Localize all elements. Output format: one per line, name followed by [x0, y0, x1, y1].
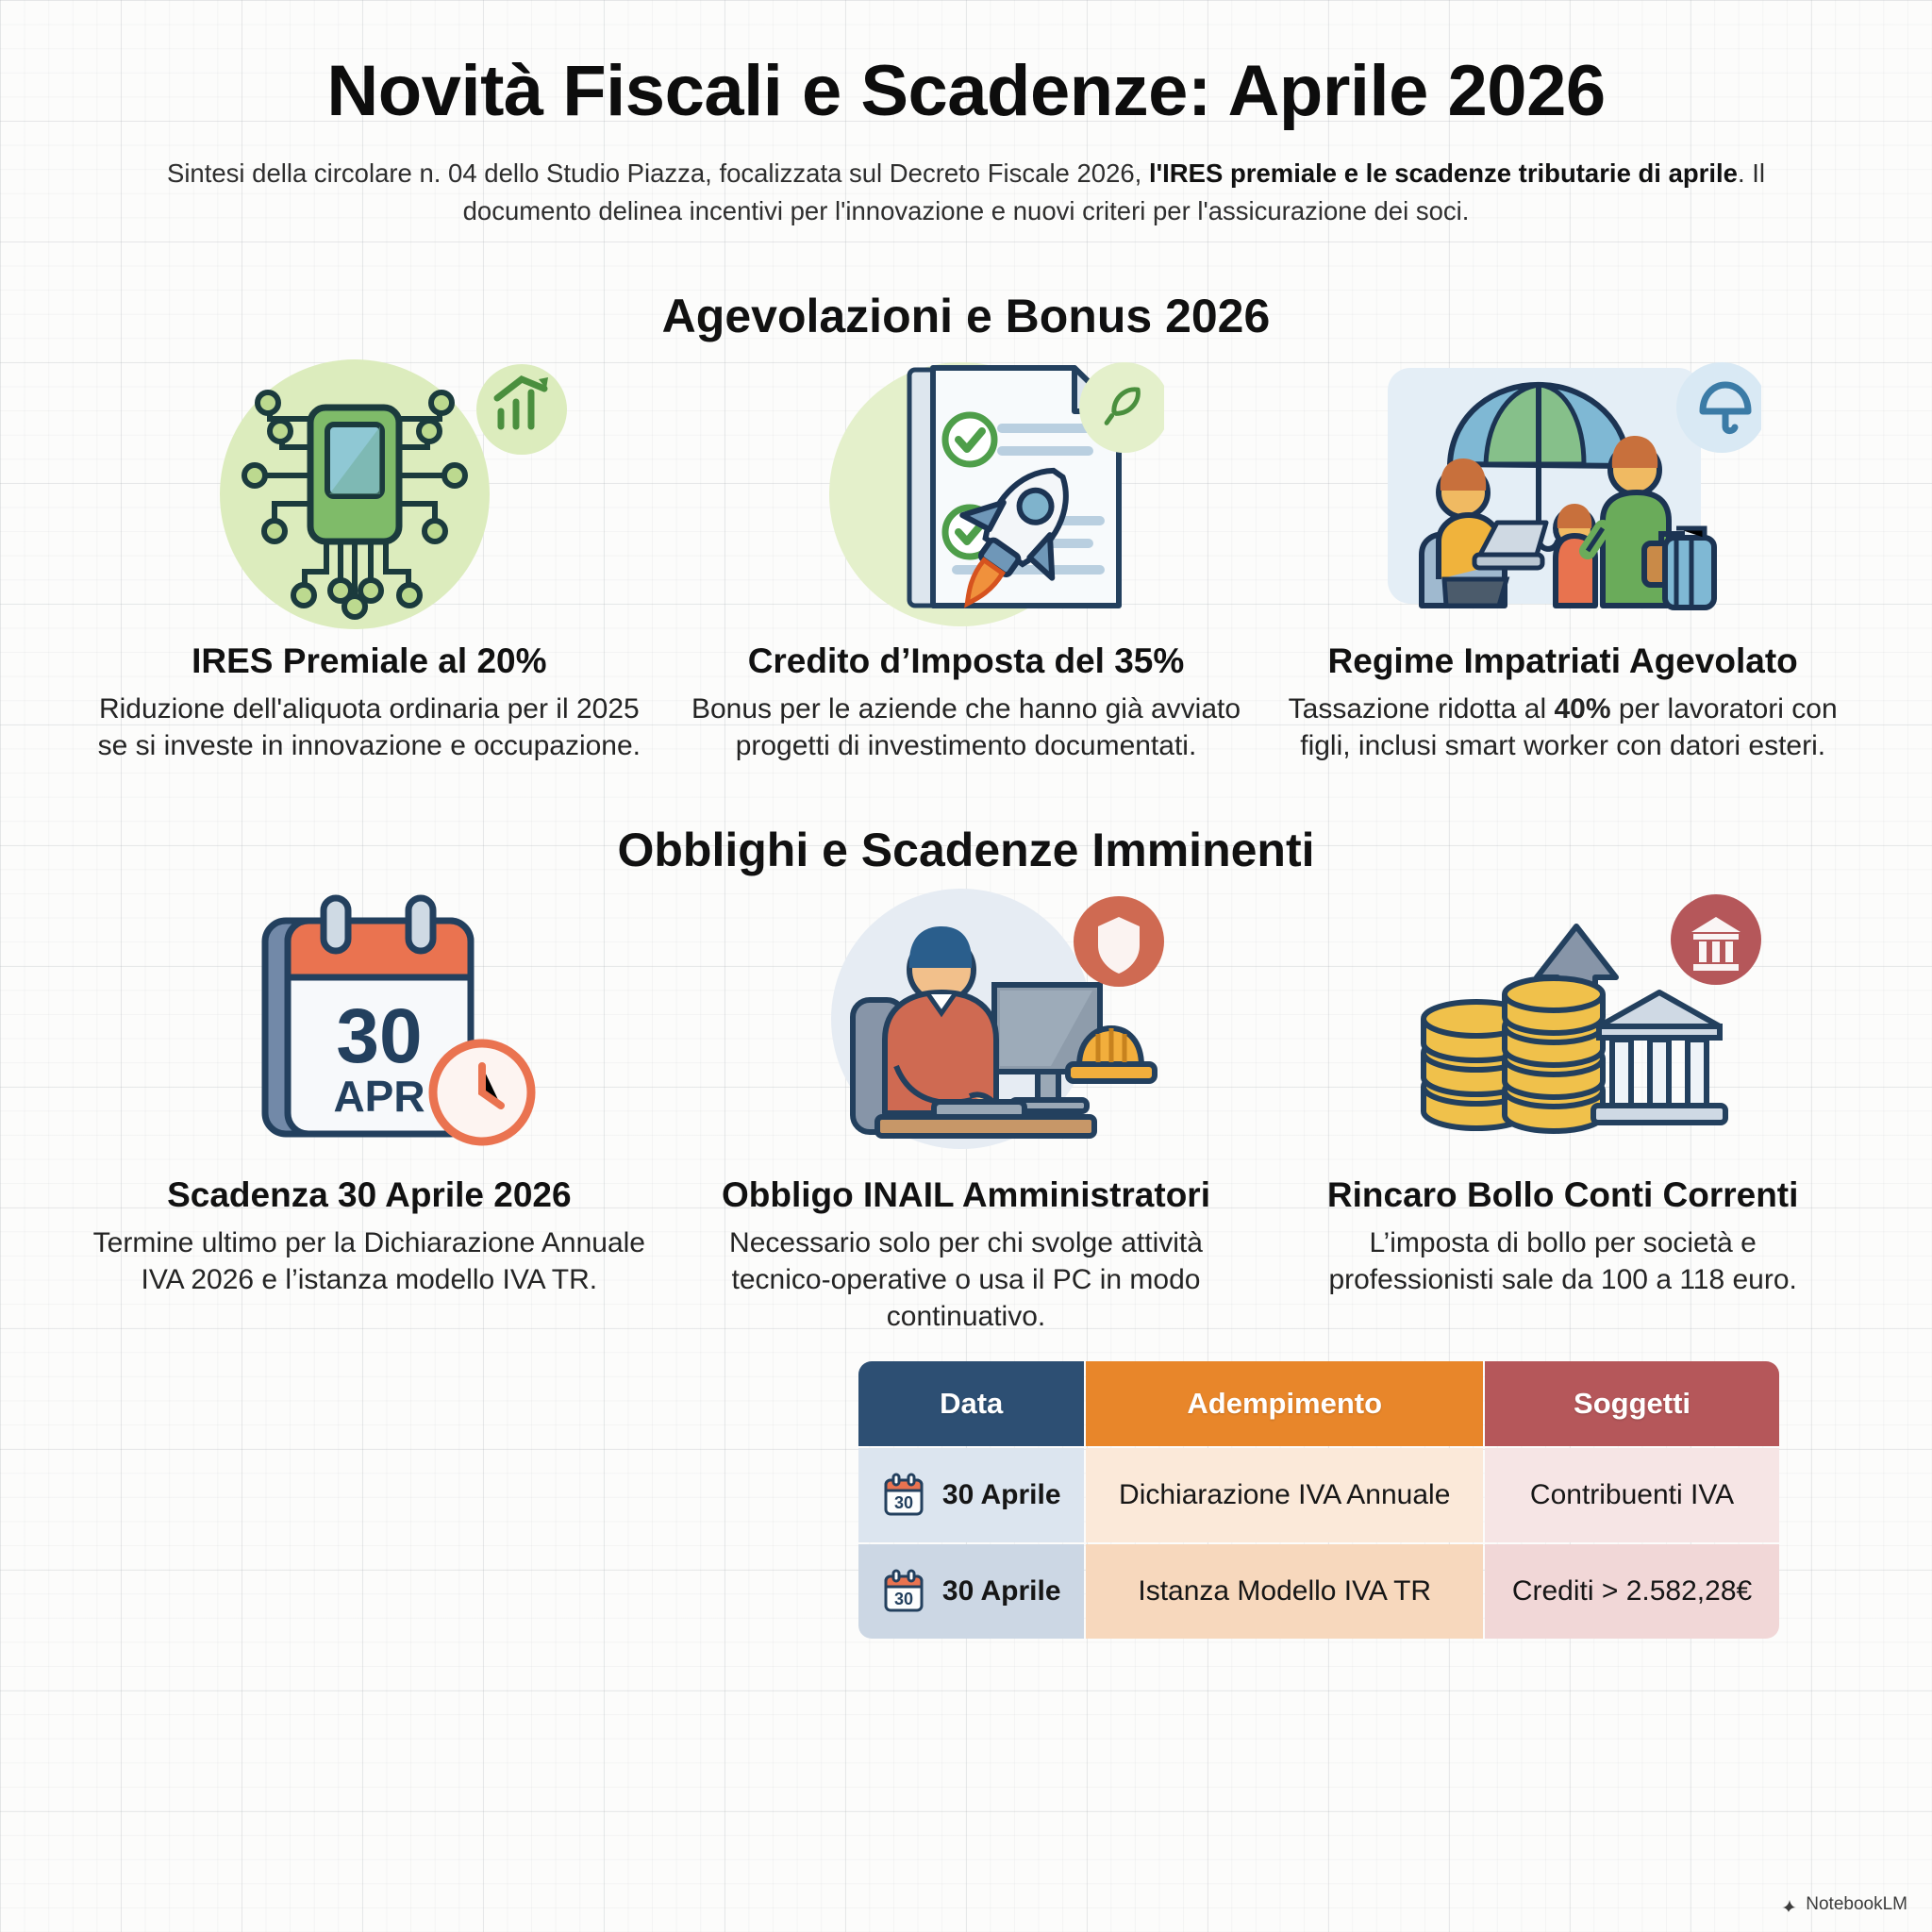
table-row — [858, 1544, 1779, 1639]
schedule-table — [857, 1359, 1781, 1641]
column-header-soggetti: Soggetti — [1485, 1361, 1779, 1446]
cards-row-agevolazioni — [75, 353, 1857, 764]
card-rincaro-bollo — [1269, 887, 1857, 1298]
svg-text:30: 30 — [893, 1589, 913, 1608]
desc-lead: Tassazione ridotta al — [1288, 692, 1555, 724]
notebooklm-logo-icon — [1779, 1895, 1798, 1914]
cell-soggetti: Contribuenti IVA — [1485, 1448, 1779, 1542]
card-description: L’imposta di bollo per società e professionisti sale da 100 a 118 euro. — [1328, 1226, 1797, 1295]
calendar-30-icon — [882, 1473, 925, 1518]
card-description: Riduzione dell'aliquota ordinaria per il 2025 se si investe in innovazione e occupazione. — [97, 692, 641, 761]
calendar-clock-icon — [92, 887, 646, 1170]
worker-computer-icon — [690, 887, 1243, 1170]
watermark-label: NotebookLM — [1806, 1894, 1907, 1914]
card-title: IRES Premiale al 20% — [192, 641, 547, 680]
cell-data-label: 30 Aprile — [941, 1574, 1061, 1607]
card-title: Obbligo INAIL Amministratori — [721, 1174, 1210, 1214]
checklist-document-rocket-icon — [690, 353, 1243, 636]
column-header-data: Data — [858, 1361, 1084, 1446]
page-subtitle — [117, 155, 1815, 230]
svg-text:30: 30 — [893, 1492, 913, 1512]
table-header-row — [858, 1361, 1779, 1446]
section-heading-obblighi: Obblighi e Scadenze Imminenti — [617, 823, 1315, 876]
card-scadenza-30-aprile — [75, 887, 663, 1298]
card-title: Rincaro Bollo Conti Correnti — [1326, 1174, 1799, 1214]
card-description: Necessario solo per chi svolge attività tecnico-operative o usa il PC in modo continuativo. — [729, 1226, 1203, 1332]
cell-soggetti: Crediti > 2.582,28€ — [1485, 1544, 1779, 1639]
column-header-adempimento: Adempimento — [1086, 1361, 1483, 1446]
svg-text:30: 30 — [336, 992, 423, 1079]
family-umbrella-icon — [1286, 353, 1840, 636]
card-obbligo-inail — [673, 887, 1260, 1335]
card-title: Regime Impatriati Agevolato — [1327, 641, 1798, 680]
card-credito-imposta — [673, 353, 1260, 764]
svg-text:APR: APR — [333, 1071, 425, 1121]
card-description: Termine ultimo per la Dichiarazione Annuale IVA 2026 e l’istanza modello IVA TR. — [92, 1226, 645, 1295]
card-regime-impatriati — [1269, 353, 1857, 764]
card-title: Credito d’Imposta del 35% — [747, 641, 1185, 680]
cell-data-label: 30 Aprile — [941, 1478, 1061, 1510]
subtitle-text-tail: . Il documento delinea incentivi per l'innovazione e nuovi criteri per l'assicurazione dei soci. — [462, 158, 1765, 225]
coins-bank-arrow-icon — [1286, 887, 1840, 1170]
cell-adempimento: Dichiarazione IVA Annuale — [1086, 1448, 1483, 1542]
notebooklm-watermark — [1779, 1894, 1907, 1915]
section-heading-agevolazioni: Agevolazioni e Bonus 2026 — [661, 289, 1271, 342]
cards-row-obblighi — [75, 887, 1857, 1335]
cell-data — [858, 1448, 1084, 1542]
table-row — [858, 1448, 1779, 1542]
subtitle-emphasis: l'IRES premiale e le scadenze tributarie di aprile — [1148, 158, 1738, 189]
calendar-30-icon — [882, 1569, 925, 1614]
schedule-table-wrapper — [857, 1359, 1781, 1641]
card-title: Scadenza 30 Aprile 2026 — [167, 1174, 572, 1214]
desc-emphasis: 40% — [1554, 692, 1611, 724]
cell-adempimento: Istanza Modello IVA TR — [1086, 1544, 1483, 1639]
page-title: Novità Fiscali e Scadenze: Aprile 2026 — [326, 51, 1606, 131]
card-description: Bonus per le aziende che hanno già avviato progetti di investimento documentati. — [691, 692, 1241, 761]
cell-data — [858, 1544, 1084, 1639]
card-description — [1286, 691, 1840, 764]
microchip-circuit-icon — [92, 353, 646, 636]
subtitle-text-lead: Sintesi della circolare n. 04 dello Studio Piazza, focalizzata sul Decreto Fiscale 2026, — [166, 158, 1149, 189]
desc-tail: per lavoratori con figli, inclusi smart worker con datori esteri. — [1300, 692, 1838, 761]
card-ires-premiale — [75, 353, 663, 764]
